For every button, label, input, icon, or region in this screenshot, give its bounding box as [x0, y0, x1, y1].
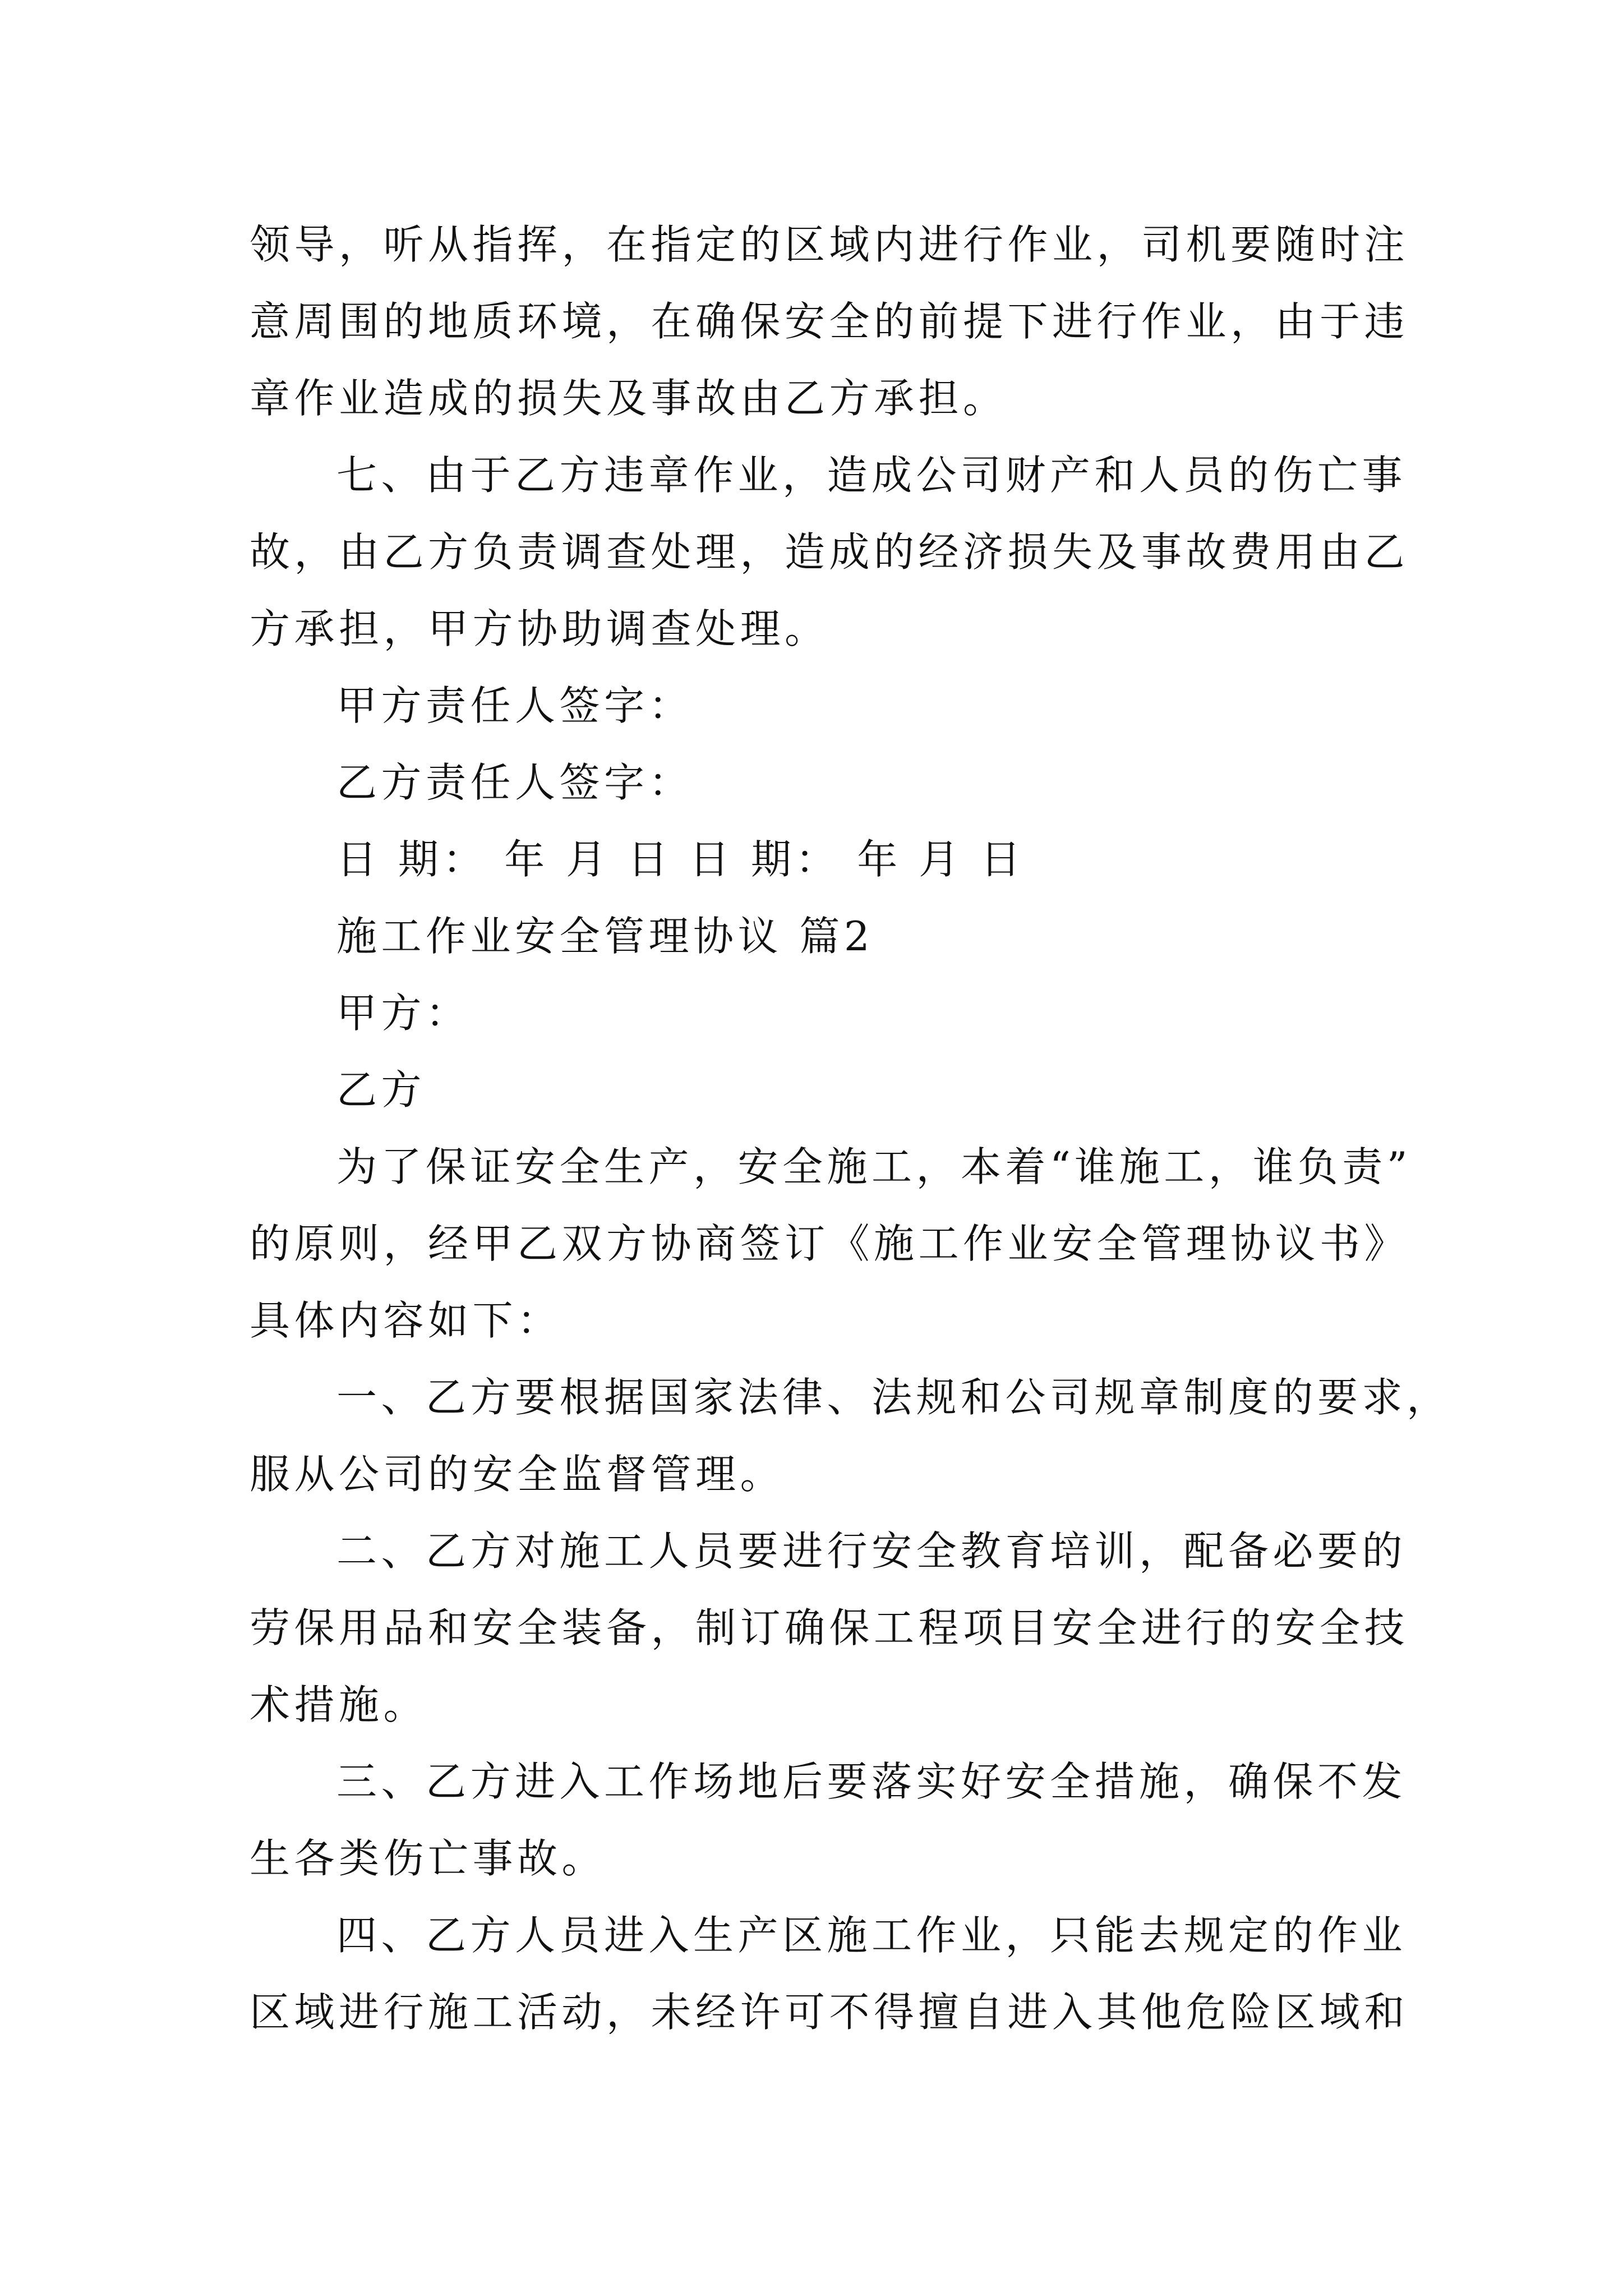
- text-line: 方承担，甲方协助调查处理。: [250, 605, 829, 652]
- text-line: 乙方责任人签字：: [336, 759, 694, 806]
- text-line: 故，由乙方负责调查处理，造成的经济损失及事故费用由乙: [250, 528, 1409, 576]
- text-line: 甲方：: [336, 990, 471, 1037]
- text-line: 章作业造成的损失及事故由乙方承担。: [250, 375, 1008, 422]
- text-line: 四、乙方人员进入生产区施工作业，只能去规定的作业: [336, 1912, 1407, 1959]
- text-line: 领导，听从指挥，在指定的区域内进行作业，司机要随时注: [250, 221, 1409, 268]
- text-line: 二、乙方对施工人员要进行安全教育培训，配备必要的: [336, 1527, 1407, 1575]
- text-line: 为了保证安全生产，安全施工，本着“谁施工，谁负责”: [336, 1143, 1412, 1190]
- text-line: 生各类伤亡事故。: [250, 1835, 607, 1882]
- text-line: 三、乙方进入工作场地后要落实好安全措施，确保不发: [336, 1758, 1407, 1805]
- text-line: 甲方责任人签字：: [336, 682, 694, 729]
- text-line: 的原则，经甲乙双方协商签订《施工作业安全管理协议书》: [250, 1220, 1409, 1267]
- text-line: 术措施。: [250, 1681, 428, 1728]
- text-line: 七、由于乙方违章作业，造成公司财产和人员的伤亡事: [336, 452, 1407, 499]
- text-line: 具体内容如下：: [250, 1297, 562, 1344]
- text-line: 服从公司的安全监督管理。: [250, 1451, 785, 1498]
- text-line: 一、乙方要根据国家法律、法规和公司规章制度的要求，: [336, 1374, 1451, 1421]
- text-line: 乙方: [336, 1066, 426, 1114]
- text-line: 区域进行施工活动，未经许可不得擅自进入其他危险区域和: [250, 1989, 1409, 2036]
- text-line: 日 期： 年 月 日 日 期： 年 月 日: [336, 836, 1025, 883]
- text-line: 施工作业安全管理协议 篇2: [336, 913, 874, 960]
- text-line: 意周围的地质环境，在确保安全的前提下进行作业，由于违: [250, 298, 1409, 345]
- text-line: 劳保用品和安全装备，制订确保工程项目安全进行的安全技: [250, 1604, 1409, 1651]
